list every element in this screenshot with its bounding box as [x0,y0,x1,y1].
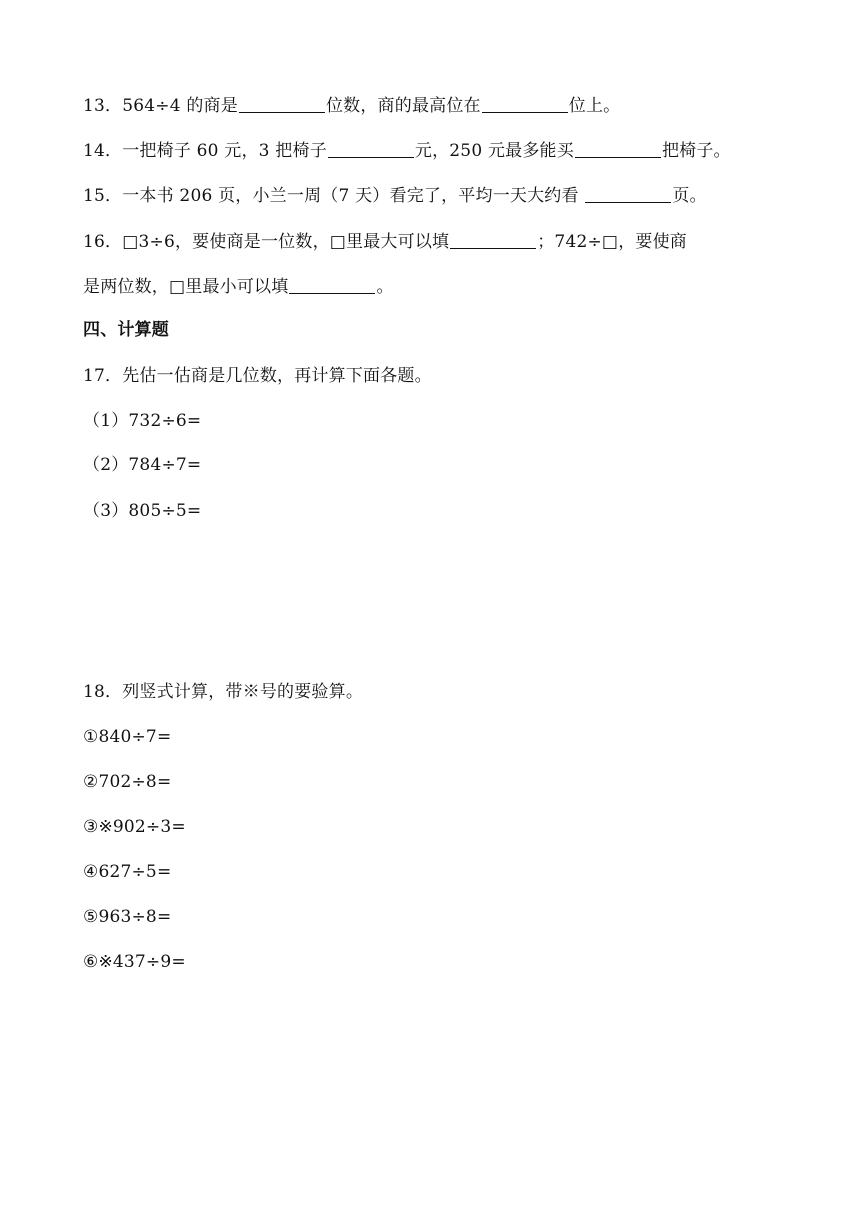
question-15-prefix: 15．一本书 206 页，小兰一周（7 天）看完了，平均一天大约看 [83,186,585,206]
question-13-middle: 位数，商的最高位在 [325,96,481,116]
question-16-line2-prefix: 是两位数，□里最小可以填 [83,277,289,297]
question-14 [83,141,731,160]
question-17-item-1: （1）732÷6= [83,411,202,431]
section-heading: 四、计算题 [83,320,169,340]
answer-blank[interactable] [585,186,671,203]
answer-blank[interactable] [482,96,568,113]
question-15-suffix: 页。 [672,186,707,206]
question-13 [83,96,620,115]
question-17-item-3: （3）805÷5= [83,501,202,521]
question-18: 18．列竖式计算，带※号的要验算。 [83,682,364,702]
question-17: 17．先估一估商是几位数，再计算下面各题。 [83,366,432,386]
question-15 [83,186,707,205]
question-14-prefix: 14．一把椅子 60 元，3 把椅子 [83,141,327,161]
answer-blank[interactable] [289,277,375,294]
question-13-prefix: 13．564÷4 的商是 [83,96,238,116]
question-17-item-2: （2）784÷7= [83,455,202,475]
question-14-suffix: 把椅子。 [661,141,731,161]
answer-blank[interactable] [450,232,536,249]
answer-blank[interactable] [575,141,661,158]
question-18-item-5: ⑤963÷8= [83,907,172,927]
question-18-item-2: ②702÷8= [83,772,172,792]
question-18-item-1: ①840÷7= [83,727,172,747]
question-18-item-3: ③※902÷3= [83,817,186,837]
answer-blank[interactable] [328,141,414,158]
question-18-item-4: ④627÷5= [83,862,172,882]
answer-blank[interactable] [239,96,325,113]
question-13-suffix: 位上。 [568,96,621,116]
question-16-line-2 [83,277,394,296]
question-14-middle: 元，250 元最多能买 [414,141,574,161]
question-18-item-6: ⑥※437÷9= [83,952,186,972]
question-16-middle: ；742÷□，要使商 [537,232,687,252]
question-16-prefix: 16．□3÷6，要使商是一位数，□里最大可以填 [83,232,450,252]
question-16-line-1 [83,232,687,251]
question-16-suffix: 。 [376,277,394,297]
